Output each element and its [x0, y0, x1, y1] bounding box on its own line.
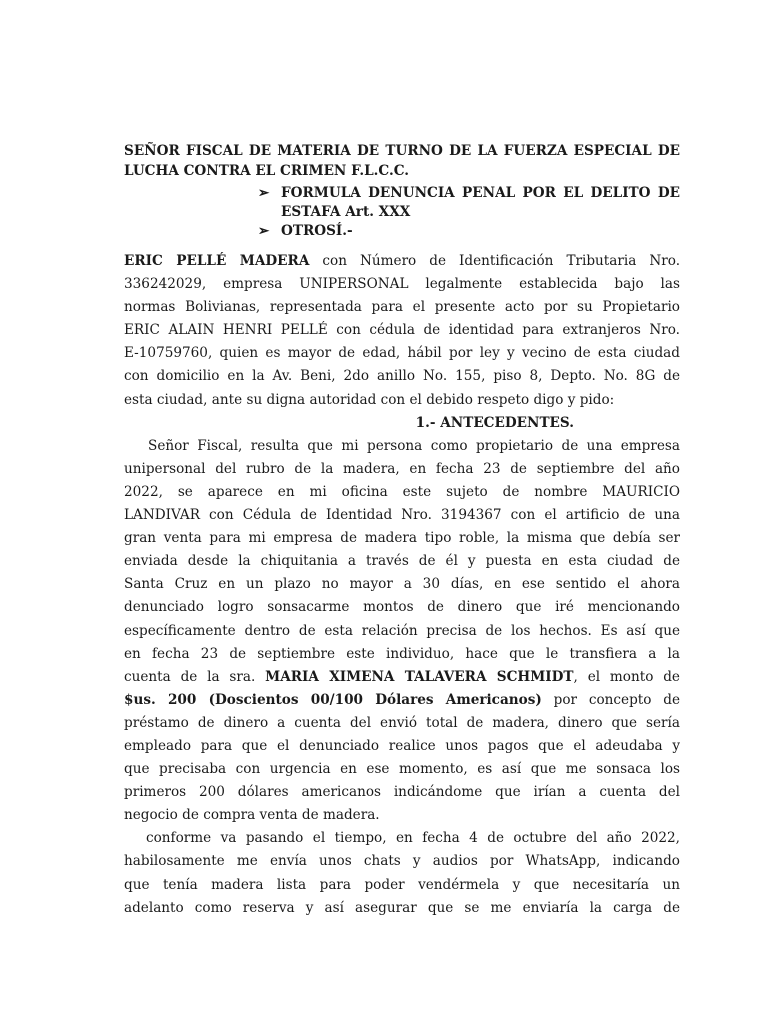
text-line: 2022, se aparece en mi oficina este sujeto de nombre MAURICIO: [124, 483, 680, 500]
text-line: específicamente dentro de esta relación precisa de los hechos. Es así que: [124, 622, 680, 639]
arrow-bullet-icon: ➢: [258, 185, 270, 201]
complainant-name: ERIC PELLÉ MADERA: [124, 253, 310, 269]
text-line: gran venta para mi empresa de madera tipo roble, la misma que debía ser: [124, 530, 680, 547]
subject-list: [258, 184, 680, 241]
text-line: préstamo de dinero a cuenta del envió total de madera, dinero que sería: [124, 714, 680, 731]
text-line: empleado para que el denunciado realice unos pagos que el adeudaba y: [124, 737, 680, 754]
text-line: [124, 689, 680, 712]
document-body: [124, 250, 680, 920]
text-line: LANDIVAR con Cédula de Identidad Nro. 3194367 con el artificio de una: [124, 507, 680, 524]
text-run: con Número de Identificación Tributaria Nro.: [309, 253, 680, 269]
text-line: 336242029, empresa UNIPERSONAL legalmente establecida bajo las: [124, 276, 680, 293]
addressee-heading: [124, 141, 680, 181]
text-line: denunciado logro sonsacarme montos de dinero que iré mencionando: [124, 599, 680, 616]
background-paragraph: [124, 435, 680, 828]
text-line: E-10759760, quien es mayor de edad, hábil por ley y vecino de esta ciudad: [124, 345, 680, 362]
text-line: [124, 666, 680, 689]
subject-item: [258, 184, 680, 222]
section-title: [124, 412, 680, 435]
intro-paragraph: [124, 250, 680, 412]
text-line: unipersonal del rubro de la madera, en fecha 23 de septiembre del año: [124, 460, 680, 477]
section-title-text: 1.- ANTECEDENTES.: [415, 414, 574, 431]
recipient-name: MARIA XIMENA TALAVERA SCHMIDT: [265, 668, 574, 685]
text-line: esta ciudad, ante su digna autoridad con el debido respeto digo y pido:: [124, 391, 615, 408]
subject-item: [258, 222, 680, 241]
text-line: con domicilio en la Av. Beni, 2do anillo No. 155, piso 8, Depto. No. 8G de: [124, 368, 680, 385]
text-run: , el monto de: [573, 668, 680, 685]
text-run: por concepto de: [541, 691, 680, 708]
text-line: primeros 200 dólares americanos indicándome que irían a cuenta del: [124, 784, 680, 801]
amount-text: $us. 200 (Doscientos 00/100 Dólares Americanos): [124, 691, 542, 708]
text-line: negocio de compra venta de madera.: [124, 807, 380, 824]
text-line: habilosamente me envía unos chats y audios por WhatsApp, indicando: [124, 853, 680, 870]
text-line: que tenía madera lista para poder vendérmela y que necesitaría un: [124, 876, 680, 893]
text-line: en fecha 23 de septiembre este individuo, hace que le transfiera a la: [124, 645, 680, 662]
text-line: adelanto como reserva y así asegurar que se me enviaría la carga de: [124, 899, 680, 916]
text-line: enviada desde la chiquitania a través de él y puesta en esta ciudad de: [124, 553, 680, 570]
text-line: conforme va pasando el tiempo, en fecha 4 de octubre del año 2022,: [146, 830, 680, 847]
arrow-bullet-icon: ➢: [258, 223, 270, 239]
text-line: ERIC ALAIN HENRI PELLÉ con cédula de identidad para extranjeros Nro.: [124, 322, 680, 339]
continuation-paragraph: [124, 827, 680, 919]
text-line: que precisaba con urgencia en ese momento, es así que me sonsaca los: [124, 761, 680, 778]
text-line: Santa Cruz en un plazo no mayor a 30 días, en ese sentido el ahora: [124, 576, 680, 593]
text-line: [124, 250, 680, 273]
text-line: Señor Fiscal, resulta que mi persona como propietario de una empresa: [148, 437, 680, 454]
addressee-line-1: SEÑOR FISCAL DE MATERIA DE TURNO DE LA FUERZA ESPECIAL DE: [124, 143, 680, 159]
subject-item-line: ESTAFA Art. XXX: [281, 204, 411, 220]
text-line: normas Bolivianas, representada para el presente acto por su Propietario: [124, 299, 680, 316]
addressee-line-2: LUCHA CONTRA EL CRIMEN F.L.C.C.: [124, 163, 410, 179]
subject-item-line: FORMULA DENUNCIA PENAL POR EL DELITO DE: [281, 185, 680, 201]
text-run: cuenta de la sra.: [124, 668, 266, 685]
subject-item-line: OTROSÍ.-: [281, 223, 353, 239]
